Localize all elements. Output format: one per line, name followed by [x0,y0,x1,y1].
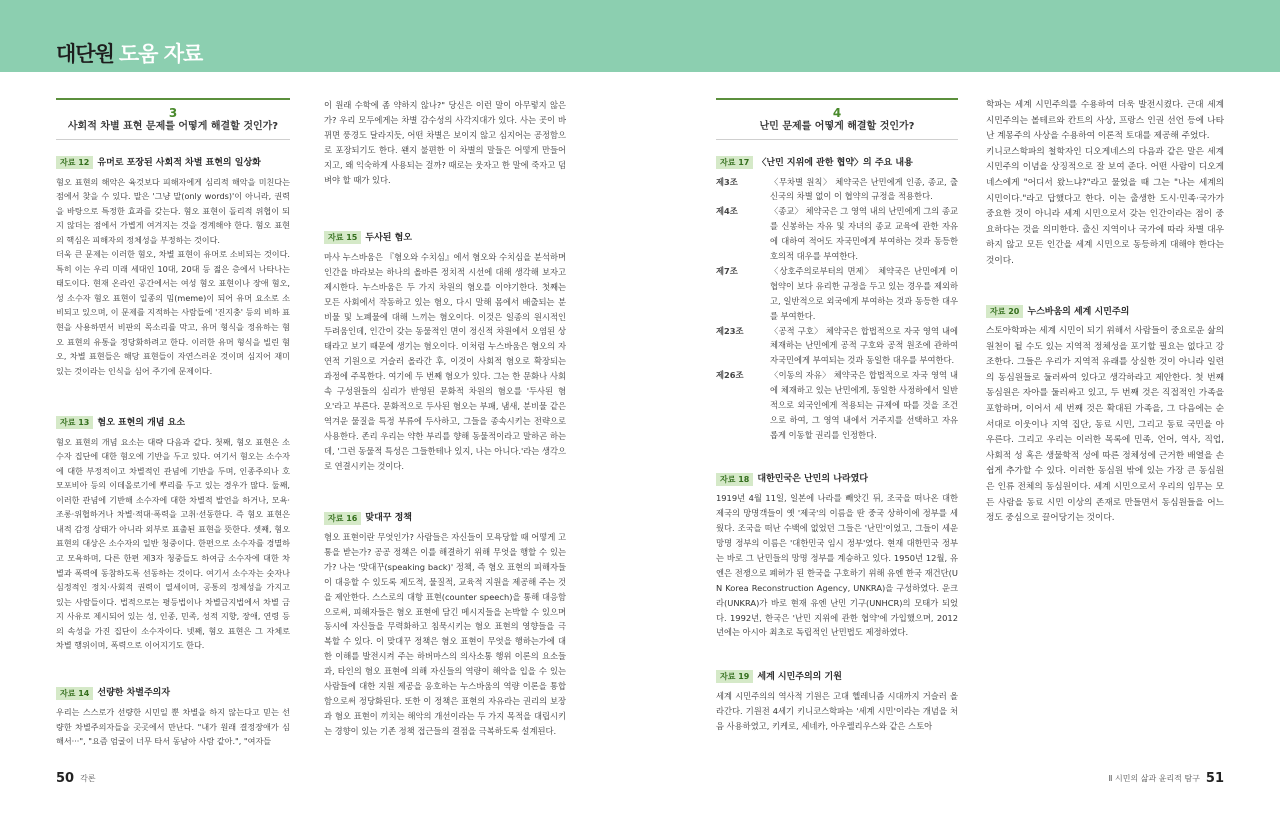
column-4 [986,98,1224,527]
reference-title: 맞대꾸 정책 [365,513,412,524]
reference-title: 두사된 혐오 [365,232,412,243]
reference-heading [56,414,290,431]
page-header-title [56,38,202,68]
reference-title: 대한민국은 난민의 나라였다 [757,474,868,485]
section-title: 난민 문제를 어떻게 해결할 것인가? [759,121,915,132]
section-number: 4 [832,106,842,120]
footer-left [56,768,102,787]
body-paragraph: 세계 시민주의의 역사적 기원은 고대 헬레니즘 시대까지 거슬러 올라간다. 기원전 4세기 키니코스학파는 '세계 시민'이라는 개념을 처음 사용하였고, 키케로, 세네카, 아우렐리우스와 같은 스토아 [716,690,958,731]
reference-title: 세계 시민주의의 기원 [757,671,842,682]
reference-tag: 자료 14 [56,687,93,700]
reference-tag: 자료 12 [56,156,93,169]
convention-article [716,368,958,443]
article-number: 제3조 [716,176,738,187]
reference-title: 혐오 표현의 개념 요소 [97,417,186,428]
column-3 [716,98,958,734]
footer-left-label: 각론 [80,774,96,783]
reference-heading [56,685,290,702]
body-paragraph: 1919년 4월 11일, 일본에 나라를 빼앗긴 뒤, 조국을 떠나온 대한제국의 망명객들이 옛 '제국'의 이름을 딴 중국 상하이에 정부를 세웠다. 조국을 떠난 수백에 없었던 그들은 '난민'이었고, 그들이 세운 망명 정부의 이름은 '대한민국 임시 정부'였다. 현재 대한민국 정부는 바로 그 난민들의 망명 정부를 계승하고 있다. 1950년 12월, 유엔은 전쟁으로 폐허가 된 한국을 구호하기 위해 유엔 한국 재건단(UN Korea Reconstruction Agency, UNKRA)을 구성하였다. 운크라(UNKRA)가 바로 현재 유엔 난민 기구(UNHCR)의 모태가 되었다. 1992년, 한국은 '난민 지위에 관한 협약'에 가입했으며, 2012년에는 아시아 최초로 독립적인 난민법도 제정하였다. [716,493,958,638]
body-paragraph: 키니코스학파의 철학자인 디오게네스의 다음과 같은 말은 세계 시민주의 이념을 상징적으로 잘 보여 준다. 어떤 사람이 디오게네스에게 "어디서 왔느냐?"라고 물었을 때 그는 "나는 세계의 시민이다."라고 답했다고 한다. 이는 출생한 도시·민족·국가가 중요한 것이 아니라 세계 시민으로서 갖는 인간이라는 점이 중요하다는 것을 의미한다. 출신 지역이나 국가에 따라 차별 대우하지 않고 모든 인간을 세계 시민으로 동등하게 대해야 한다는 것이다. [986,146,1224,266]
article-text: 〈종교〉 체약국은 그 영역 내의 난민에게 그의 종교를 신봉하는 자유 및 자녀의 종교 교육에 관한 자유에 대하여 적어도 자국민에게 부여하는 것과 동등한 호의적 대우를 부여한다. [770,206,958,262]
reference-heading [56,154,290,171]
convention-article [716,175,958,205]
reference-tag: 자료 20 [986,305,1023,318]
body-paragraph: 마사 누스바움은 『혐오와 수치심』에서 혐오와 수치심을 분석하며 인간을 바라보는 하나의 올바른 정치적 시선에 대해 생각해 보자고 제시한다. 누스바움은 두 가지 차원의 혐오를 이야기한다. 첫째는 모든 사회에서 작동하고 있는 혐오, 다시 말해 몸에서 배출되는 분비물 및 노폐물에 대해 느끼는 혐오이다. 이것은 일종의 원시적인 두려움인데, 인간이 갖는 동물적인 면이 정신적 차원에서 오염된 상태라고 보기 때문에 생기는 혐오이다. 이처럼 누스바움은 혐오의 자연적 기원으로 거슬러 올라간 후, 이것이 사회적 혐오로 확장되는 과정에 주목한다. 여기에 두 번째 혐오가 있다. 그는 한 문화나 사회 속 구성원들의 심리가 반영된 문화적 차원의 혐오를 '두사된 혐오'라고 부른다. 문화적으로 두사된 혐오는 부패, 냄새, 분비물 같은 역겨운 물질을 특정 부류에 두사하고, 그들을 종속시키는 전략으로 사용한다. 존리 우리는 약한 부리를 향해 동물적이라고 말하곤 하는데, '그런 동물적 특성은 그들한테나 있지, 나는 아니다.'라는 생각으로 연결시키는 것이다. [324,251,566,471]
page-number-right: 51 [1205,771,1224,786]
reference-tag: 자료 17 [716,156,753,169]
footer-right-label: Ⅱ 시민의 삶과 윤리적 탐구 [1108,774,1200,783]
article-text: 〈공적 구호〉 체약국은 합법적으로 자국 영역 내에 체재하는 난민에게 공적 구호와 공적 원조에 관하여 자국민에게 부여되는 것과 동일한 대우를 부여한다. [770,325,958,366]
convention-article [716,264,958,324]
body-paragraph: 혐오 표현이란 무엇인가? 사람들은 자신들이 모욕당할 때 어떻게 고통을 받는가? 공공 정책은 이를 해결하기 위해 무엇을 행할 수 있는가? 나는 '맞대꾸(speaking back)' 정책, 즉 혐오 표현의 피해자들이 대응할 수 있도록 제도적, 물질적, 교육적 지원을 제공해 주는 것을 제안한다. 스스로의 대항 표현(counter speech)을 통해 대응함으로써, 피해자들은 혐오 표현에 담긴 메시지들을 논박할 수 있으며 동시에 자신들을 무력화하고 침묵시키는 혐오 표현의 영향들을 극복할 수 있다. 이 맞대꾸 정책은 혐오 표현이 무엇을 행하는가에 대한 이해를 발전시켜 주는 하버마스의 의사소통 행위 이론의 요소들과, 타인의 혐오 표현에 의해 자신들의 역량이 해악을 입을 수 있는 사람들에 대한 지원 제공을 옹호하는 누스바움의 역량 이론을 통합함으로써 정당화된다. 또한 이 정책은 표현의 자유라는 권리의 보장과 혐오 표현이 끼치는 해악의 개선이라는 두 가지 목적을 대립시키는 경향이 있는 기존 정책 접근들의 결점을 극복하도록 설계된다. [324,532,566,736]
section-4-heading [716,98,958,140]
reference-heading [324,229,566,246]
body-paragraph: 스토아학파는 세계 시민이 되기 위해서 사람들이 중요로운 삶의 원천이 될 수도 있는 지역적 정체성을 포기할 필요는 없다고 강조한다. 그들은 우리가 지역적 유래를 상실한 것이 아니라 일련의 동심원들로 둘러싸여 있다고 생각하라고 제안한다. 첫 번째 동심원은 자아를 둘러싸고 있고, 두 번째 것은 직접적인 가족을 포함하며, 이어서 세 번째 것은 확대된 가족을, 그 다음에는 순서대로 이웃이나 지역 집단, 동료 시민, 그리고 동료 국민을 아우른다. 그리고 우리는 이러한 목록에 민족, 언어, 역사, 직업, 사회적 성 혹은 생물학적 성에 따른 정체성에 근거한 배열을 손쉽게 추가할 수 있다. 이러한 동심원 밖에 있는 가장 큰 동심원은 인류 전체의 동심원이다. 세계 시민으로서 우리의 임무는 모든 사람을 동료 시민 이상의 존재로 만들면서 동심원들을 어느 정도 중심으로 끌어당기는 것이다. [986,326,1224,524]
article-number: 제23조 [716,325,744,336]
body-paragraph: 우리는 스스로가 선량한 시민일 뿐 차별을 하지 않는다고 믿는 선량한 차별주의자들을 곳곳에서 만난다. "내가 원래 결정장애가 심해서···", "요즘 엄굴이 너무 타서 동남아 사람 같아.", "여자들 [56,707,290,747]
article-number: 제4조 [716,206,738,217]
article-number: 제7조 [716,265,738,276]
article-text: 〈무차별 원칙〉 체약국은 난민에게 인종, 종교, 출신국의 차별 없이 이 협약의 규정을 적용한다. [770,176,958,202]
convention-article [716,204,958,264]
body-paragraph: 혐오 표현의 개념 요소는 대략 다음과 같다. 첫째, 혐오 표현은 소수자 집단에 대한 혐오에 기반을 두고 있다. 여기서 혐오는 소수자에 대한 부정적이고 차별적인 관념에 기반을 두며, 인종주의나 호모포비아 등의 이데올로기에 뿌리를 두고 있는 경우가 많다. 둘째, 이러한 관념에 기반해 소수자에 대한 차별적 발언을 하거나, 모욕·조롱·위협하거나 차별·적대·폭력을 고취·선동한다. 즉 혐오 표현은 내적 감정 상태가 아니라 외부로 표출된 표현을 뜻한다. 셋째, 혐오 표현의 대상은 소수자의 일반 청중이다. 한편으로 소수자를 경멸하고 모욕하며, 다른 한편 제3자 청중들도 하여금 소수자에 대한 차별과 폭력에 동참하도록 선동하는 것이다. 여기서 소수자는 숫자나 심정적인 정치·사회적 권력이 열세이며, 공통의 정체성을 가지고 있는 사람들이다. 법적으로는 평등법이나 차별금지법에서 차별 금지 사유로 제시되어 있는 성, 인종, 민족, 성적 지향, 장애, 연령 등의 속성을 가진 집단이 소수자이다. 넷째, 혐오 표현은 그 자체로 차별 행위이며, 폭력으로 이어지기도 한다. [56,436,290,651]
header-title-light: 도움 자료 [118,42,203,66]
reference-tag: 자료 18 [716,473,753,486]
article-text: 〈상호주의로부터의 면제〉 체약국은 난민에게 이 협약이 보다 유리한 규정을 두고 있는 경우를 제외하고, 일반적으로 외국에게 부여하는 것과 동등한 대우를 부여한다. [770,265,958,321]
body-paragraph: 학파는 세계 시민주의를 수용하여 더욱 발전시켰다. 근대 세계 시민주의는 볼테르와 칸트의 사상, 프랑스 인권 선언 등에 나타난 계몽주의 사상을 수용하여 이론적 토대를 제공해 주었다. [986,100,1224,142]
section-number: 3 [168,106,178,120]
reference-heading [986,304,1224,321]
reference-heading [716,471,958,488]
convention-article [716,324,958,369]
reference-tag: 자료 13 [56,416,93,429]
reference-tag: 자료 19 [716,670,753,683]
article-number: 제26조 [716,370,744,381]
reference-heading [716,154,958,171]
section-3-heading [56,98,290,140]
reference-tag: 자료 16 [324,512,361,525]
reference-tag: 자료 15 [324,231,361,244]
body-paragraph: 혐오 표현의 해악은 육것보다 피해자에게 심리적 해악을 미친다는 점에서 찾을 수 있다. 말은 '그냥 말(only words)'이 아니라, 권력을 바탕으로 특정한 효과를 갖는다. 혐오 표현이 돌리적 위협이 되지 않더는 점에서 가볍게 여겨지는 것을 경계해야 한다. 혐오 표현의 핵심은 피해자의 정체성을 부정하는 것이다. [56,176,290,245]
body-paragraph: 더욱 큰 문제는 이러한 혐오, 차별 표현이 유머로 소비되는 것이다. 특히 이는 우리 미래 세대인 10대, 20대 등 젊은 층에서 나타나는 태도이다. 현재 온라인 공간에서는 여성 혐오 표현이나 장애 혐오, 성 소수자 혐오 표현이 일종의 밈(meme)이 되어 유머 요소로 소비되고 있으며, 이 문제를 지적하는 사람들에 '진지충' 등의 비하 표현을 사용하면서 비판의 목소리를 막고, 유머 형식을 정유하는 혐오 표현의 유통을 정당화하려고 한다. 이러한 유머 형식을 빌린 혐오, 차별 표현들은 해당 표현들이 자연스러운 것이며 심지어 재미있는 것이라는 인식을 심어 주기에 문제이다. [56,249,290,376]
footer-right [1103,768,1224,787]
reference-heading [324,510,566,527]
section-title: 사회적 차별 표현 문제를 어떻게 해결할 것인가? [67,121,279,132]
header-title-dark: 대단원 [56,42,114,66]
article-text: 〈이동의 자유〉 체약국은 합법적으로 자국 영역 내에 체재하고 있는 난민에게, 동일한 사정하에서 일반적으로 외국인에게 적용되는 규제에 따를 것을 조건으로 하여, 그 영역 내에서 거주지를 선택하고 자유롭게 이동할 권리를 인정한다. [770,370,958,440]
reference-title: 누스바움의 세계 시민주의 [1027,306,1130,317]
page-number-left: 50 [56,771,75,786]
reference-heading [716,668,958,685]
reference-title: 선량한 차별주의자 [97,688,171,699]
body-paragraph: 이 원래 수학에 좀 약하지 않나?" 당신은 이런 말이 아무렇지 않은가? 우리 모두에게는 차별 감수성의 사각지대가 있다. 사는 곳이 바뀌면 풍경도 달라지듯, 어떤 차별은 보이지 않고 심지어는 공정함으로 포장되기도 한다. 왠지 불편한 이 차별의 말들은 어떻게 만들어지고, 왜 익숙하게 사용되는 걸까? 때로는 웃자고 한 말에 죽자고 덤벼야 할 때가 있다. [324,100,566,185]
column-1 [56,98,290,749]
column-2 [324,98,566,739]
reference-title: 유머로 포장된 사회적 차별 표현의 일상화 [97,157,261,168]
reference-title: 〈난민 지위에 관한 협약〉의 주요 내용 [757,157,913,168]
